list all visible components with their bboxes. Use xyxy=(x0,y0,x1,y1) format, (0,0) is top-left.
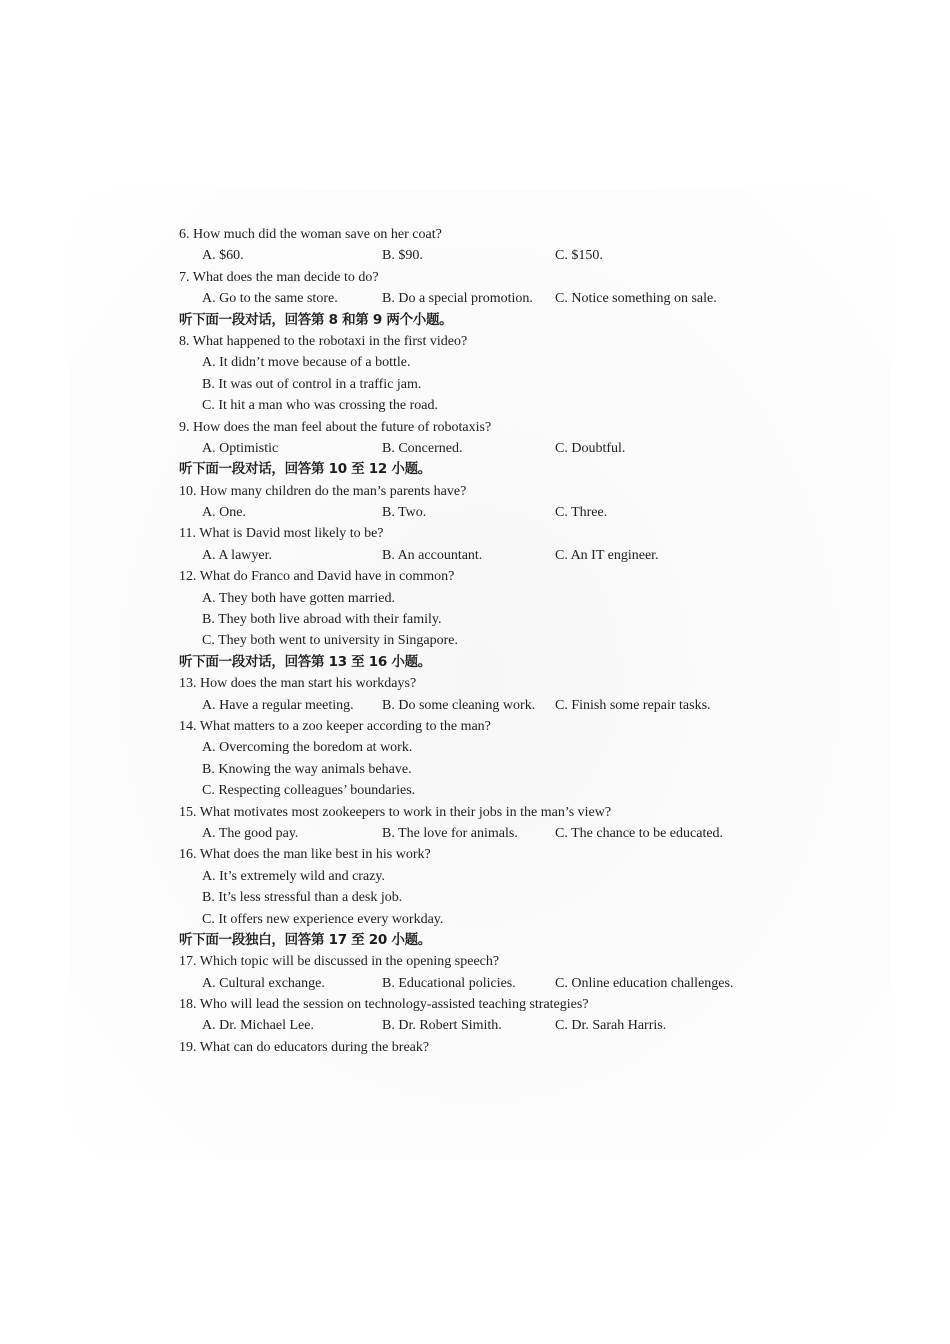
answer-option: C. They both went to university in Singapore. xyxy=(202,633,458,649)
answer-option: A. Have a regular meeting. xyxy=(202,697,354,713)
question-text: 14. What matters to a zoo keeper according to the man? xyxy=(179,718,491,734)
answer-option: A. The good pay. xyxy=(202,825,299,841)
section-instruction: 听下面一段对话，回答第 13 至 16 小题。 xyxy=(179,653,431,670)
answer-option: B. It was out of control in a traffic jam. xyxy=(202,376,422,392)
answer-options-row xyxy=(179,823,779,844)
question-text: 9. How does the man feel about the future of robotaxis? xyxy=(179,419,492,435)
answer-option: C. Doubtful. xyxy=(555,440,626,456)
answer-option: A. It didn’t move because of a bottle. xyxy=(202,355,411,371)
question-text: 17. Which topic will be discussed in the opening speech? xyxy=(179,954,500,970)
answer-option: A. Cultural exchange. xyxy=(202,975,325,991)
answer-option: B. Concerned. xyxy=(382,440,463,456)
question-text: 10. How many children do the man’s parents have? xyxy=(179,483,467,499)
section-instruction: 听下面一段对话，回答第 10 至 12 小题。 xyxy=(179,461,431,478)
answer-option: A. A lawyer. xyxy=(202,547,272,563)
question-text: 8. What happened to the robotaxi in the first video? xyxy=(179,333,468,349)
answer-option: A. One. xyxy=(202,505,246,521)
answer-option: A. $60. xyxy=(202,248,244,264)
answer-option: C. Respecting colleagues’ boundaries. xyxy=(202,783,416,799)
answer-options-row xyxy=(179,545,779,566)
answer-option: C. Dr. Sarah Harris. xyxy=(555,1018,667,1034)
question-text: 15. What motivates most zookeepers to work in their jobs in the man’s view? xyxy=(179,804,612,820)
answer-option: C. Notice something on sale. xyxy=(555,291,717,307)
answer-option: C. The chance to be educated. xyxy=(555,825,724,841)
question-text: 11. What is David most likely to be? xyxy=(179,526,384,542)
answer-option: A. Optimistic xyxy=(202,440,279,456)
question-text: 6. How much did the woman save on her coat? xyxy=(179,227,442,242)
answer-option: C. Online education challenges. xyxy=(555,975,734,991)
exam-listening-section xyxy=(179,224,779,1058)
answer-option: B. An accountant. xyxy=(382,547,483,563)
answer-option: C. It offers new experience every workday. xyxy=(202,911,444,927)
answer-options-row xyxy=(179,1015,779,1036)
answer-option: A. Go to the same store. xyxy=(202,291,338,307)
answer-options-row xyxy=(179,438,779,459)
answer-option: B. Do a special promotion. xyxy=(382,291,533,307)
answer-option: B. The love for animals. xyxy=(382,825,518,841)
answer-option: B. $90. xyxy=(382,248,423,264)
answer-option: C. An IT engineer. xyxy=(555,547,659,563)
section-instruction: 听下面一段独白，回答第 17 至 20 小题。 xyxy=(179,931,431,948)
answer-option: A. Dr. Michael Lee. xyxy=(202,1018,314,1034)
question-text: 13. How does the man start his workdays? xyxy=(179,676,417,692)
answer-option: A. It’s extremely wild and crazy. xyxy=(202,868,385,884)
answer-option: B. Knowing the way animals behave. xyxy=(202,761,412,777)
section-instruction: 听下面一段对话，回答第 8 和第 9 两个小题。 xyxy=(179,311,453,328)
answer-option: A. They both have gotten married. xyxy=(202,590,395,606)
question-text: 12. What do Franco and David have in common? xyxy=(179,569,455,585)
answer-option: C. $150. xyxy=(555,248,603,264)
question-text: 19. What can do educators during the break? xyxy=(179,1039,430,1055)
answer-options-row xyxy=(179,973,779,994)
answer-options-row xyxy=(179,695,779,716)
answer-option: C. It hit a man who was crossing the road. xyxy=(202,398,439,414)
answer-options-row xyxy=(179,502,779,523)
answer-option: B. It’s less stressful than a desk job. xyxy=(202,890,403,906)
answer-option: C. Finish some repair tasks. xyxy=(555,697,711,713)
answer-option: B. Dr. Robert Simith. xyxy=(382,1018,502,1034)
question-text: 18. Who will lead the session on technology-assisted teaching strategies? xyxy=(179,997,589,1013)
question-text: 7. What does the man decide to do? xyxy=(179,269,379,285)
answer-option: A. Overcoming the boredom at work. xyxy=(202,740,413,756)
answer-option: C. Three. xyxy=(555,505,608,521)
answer-option: B. They both live abroad with their family. xyxy=(202,612,442,628)
answer-options-row xyxy=(179,245,779,266)
answer-option: B. Do some cleaning work. xyxy=(382,697,536,713)
answer-option: B. Educational policies. xyxy=(382,975,516,991)
answer-option: B. Two. xyxy=(382,505,427,521)
answer-options-row xyxy=(179,288,779,309)
question-text: 16. What does the man like best in his work? xyxy=(179,847,431,863)
